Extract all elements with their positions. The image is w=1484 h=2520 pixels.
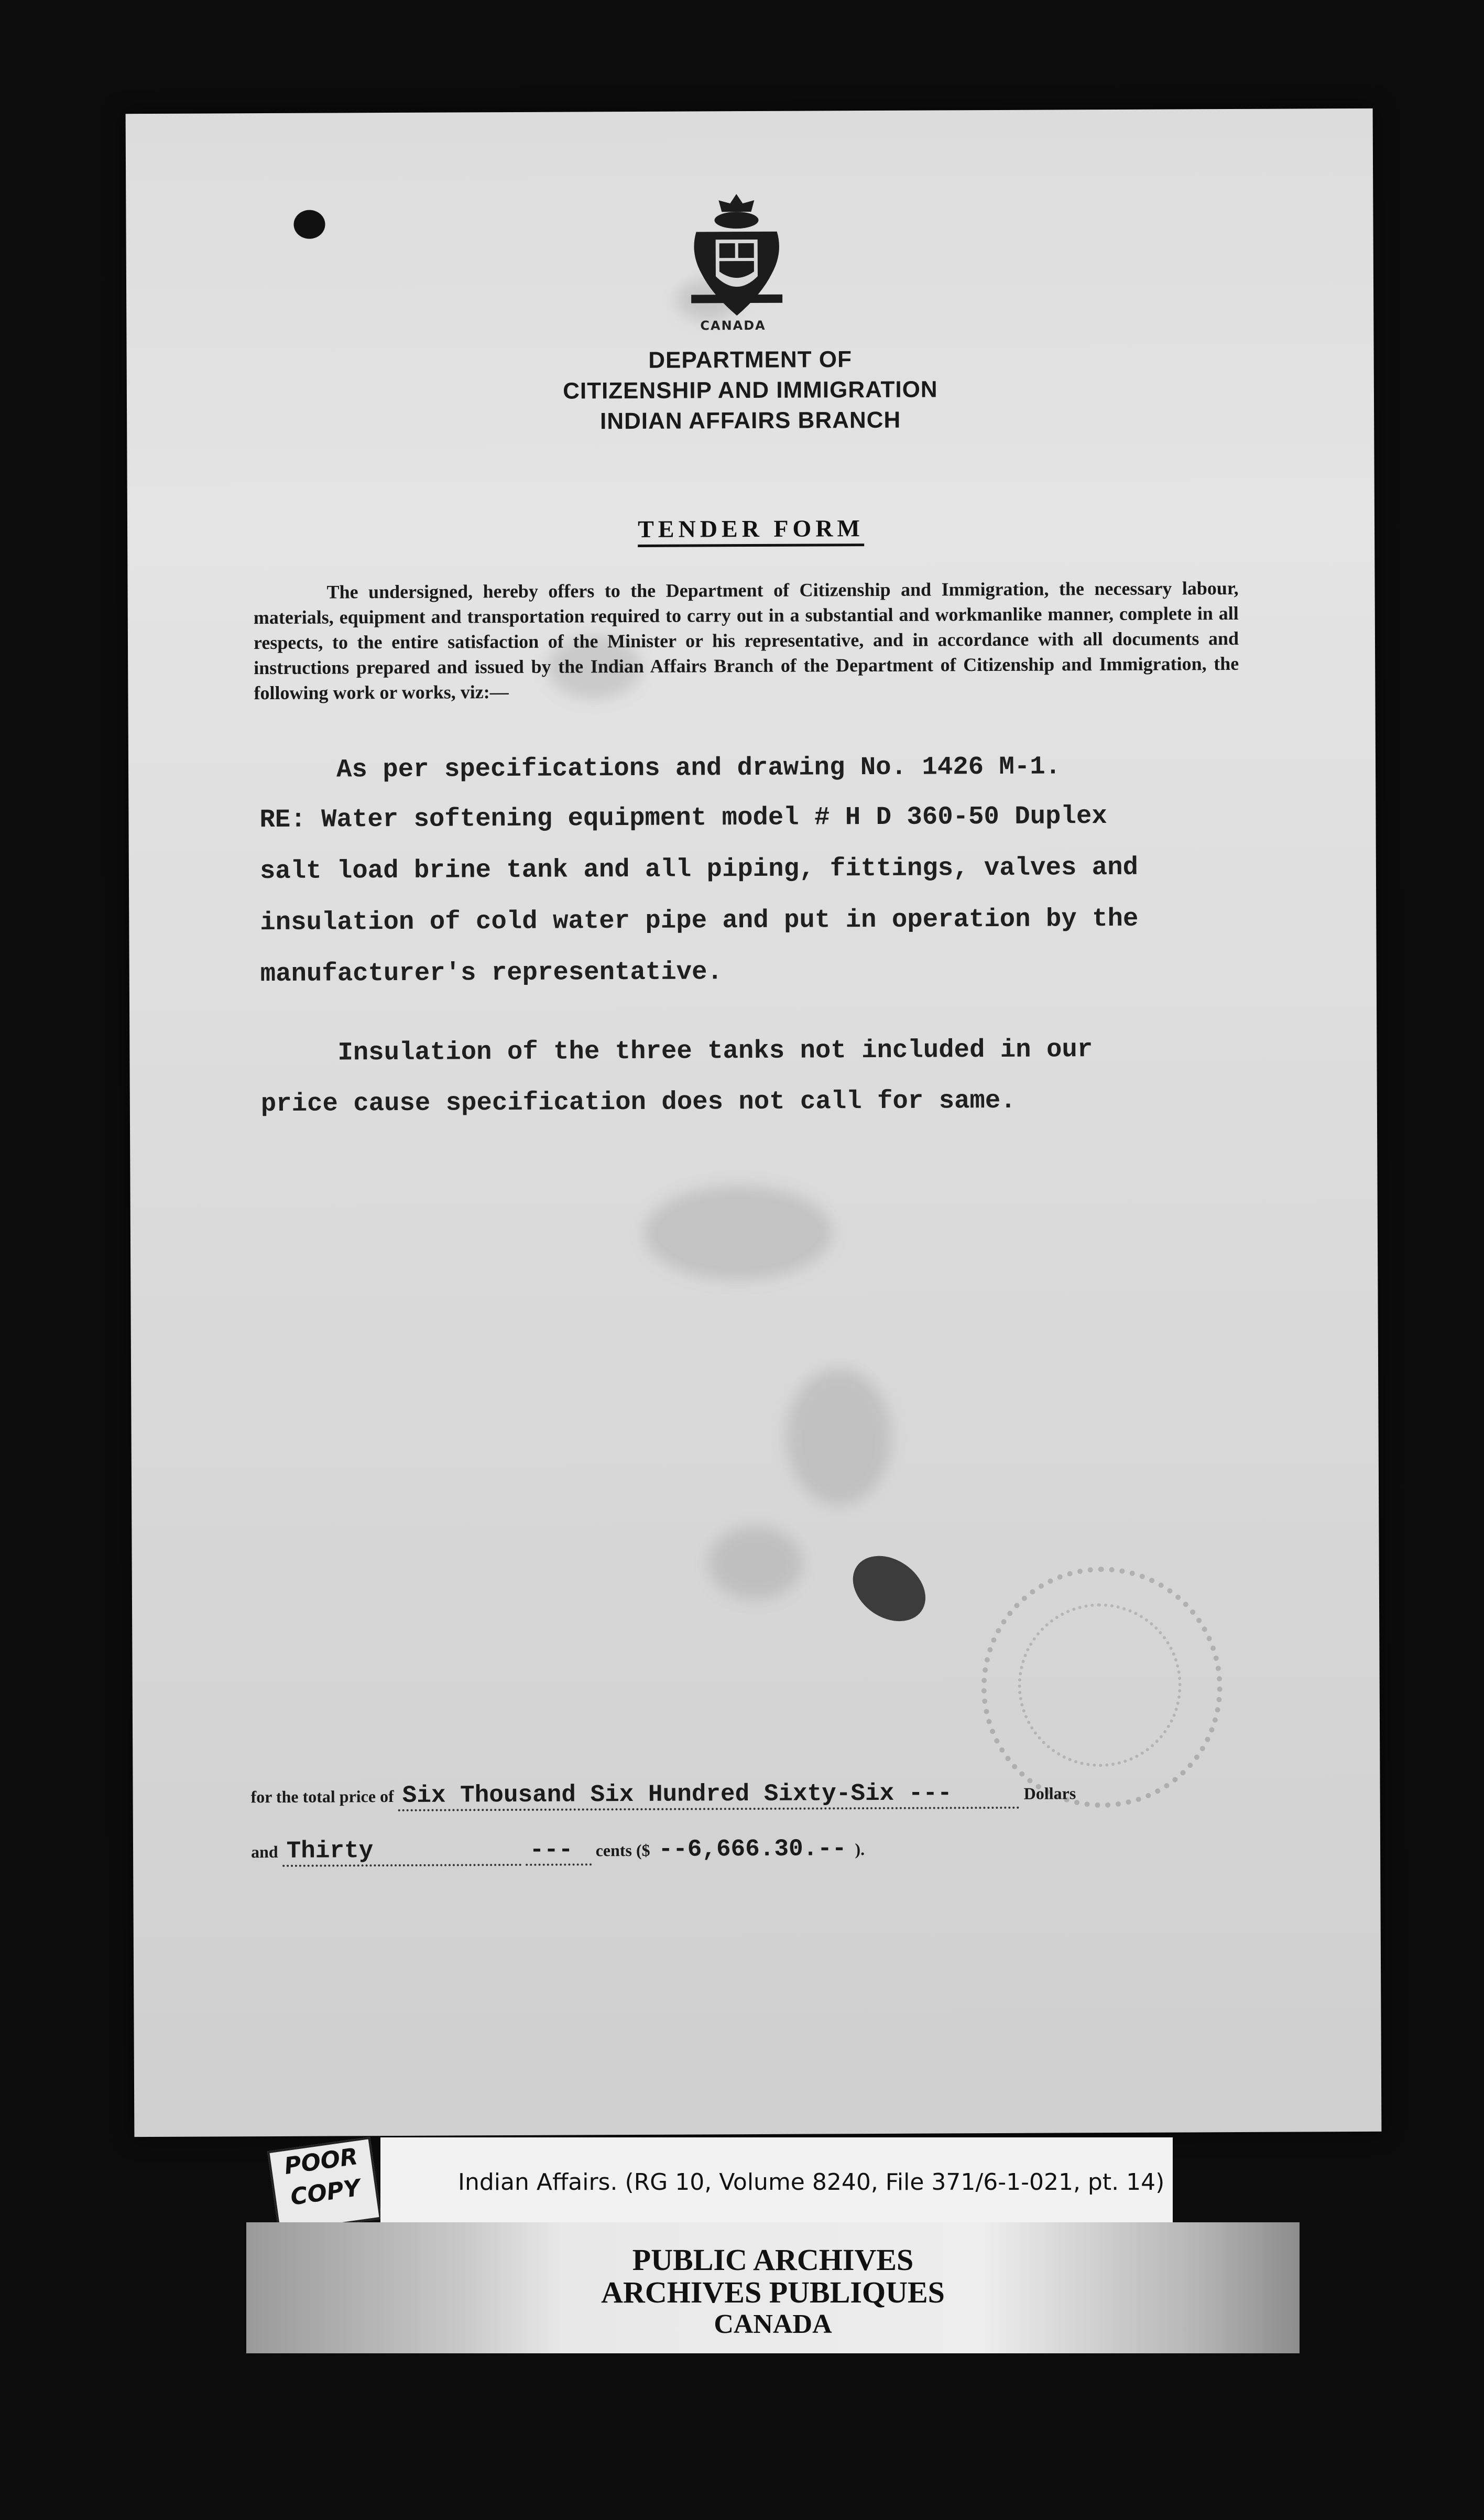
typed-line-3: salt load brine tank and all piping, fittings, valves and	[259, 852, 1139, 886]
cents-dashes: ---	[526, 1836, 592, 1866]
typed-line-7: price cause specification does not call for same.	[260, 1085, 1016, 1119]
poor-copy-line-1: POOR	[282, 2143, 359, 2180]
form-title-text: TENDER FORM	[638, 515, 864, 547]
received-stamp	[981, 1566, 1223, 1808]
typed-line-6: Insulation of the three tanks not included in our	[260, 1035, 1093, 1068]
poor-copy-line-2: COPY	[289, 2174, 362, 2211]
typed-line-2: RE: Water softening equipment model # H D 360-50 Duplex	[259, 801, 1107, 835]
typed-line-4: insulation of cold water pipe and put in operation by the	[260, 904, 1139, 938]
cents-label: cents ($	[595, 1840, 650, 1860]
and-label: and	[250, 1842, 278, 1862]
archives-country: CANADA	[714, 2309, 832, 2339]
letterhead-line-3: INDIAN AFFAIRS BRANCH	[599, 407, 901, 435]
archive-reference: Indian Affairs. (RG 10, Volume 8240, File 371/6-1-021, pt. 14)	[458, 2169, 1165, 2196]
poor-copy-tag	[267, 2137, 381, 2233]
ink-blot	[293, 210, 325, 239]
intro-paragraph	[253, 575, 1239, 705]
letterhead-line-2: CITIZENSHIP AND IMMIGRATION	[563, 376, 938, 404]
total-price-label: for the total price of	[250, 1787, 394, 1807]
cents-price-line	[251, 1835, 865, 1867]
form-title	[127, 512, 1374, 545]
crest-caption: CANADA	[700, 318, 766, 333]
numeric-amount: --6,666.30.--	[658, 1835, 847, 1863]
cents-amount-words: Thirty	[282, 1837, 521, 1867]
archives-publiques-title: ARCHIVES PUBLIQUES	[601, 2275, 945, 2309]
ink-smudge	[841, 1543, 938, 1635]
intro-text: The undersigned, hereby offers to the Department of Citizenship and Immigration, the necessary labour, materials, equipment and transportation required to carry out in a substantial and workmanlike manner, complete in all respects, to the entire satisfaction of the Minister or his representative, and in accordance with all documents and instructions prepared and issued by the Indian Affairs Branch of the Department of Citizenship and Immigration, the following work or works, viz:—	[253, 577, 1239, 704]
public-archives-title: PUBLIC ARCHIVES	[632, 2243, 914, 2277]
dollars-label: Dollars	[1023, 1784, 1076, 1803]
public-archives-strip	[246, 2222, 1300, 2353]
total-price-line	[250, 1779, 1076, 1812]
amount-closing: ).	[855, 1840, 865, 1859]
document-page	[126, 108, 1382, 2137]
dollars-amount-words: Six Thousand Six Hundred Sixty-Six ---	[398, 1779, 1020, 1811]
typed-line-1: As per specifications and drawing No. 1426 M-1.	[259, 752, 1061, 785]
canada-crest-icon	[686, 190, 787, 327]
typed-line-5: manufacturer's representative.	[260, 957, 723, 989]
letterhead-line-1: DEPARTMENT OF	[648, 346, 853, 373]
